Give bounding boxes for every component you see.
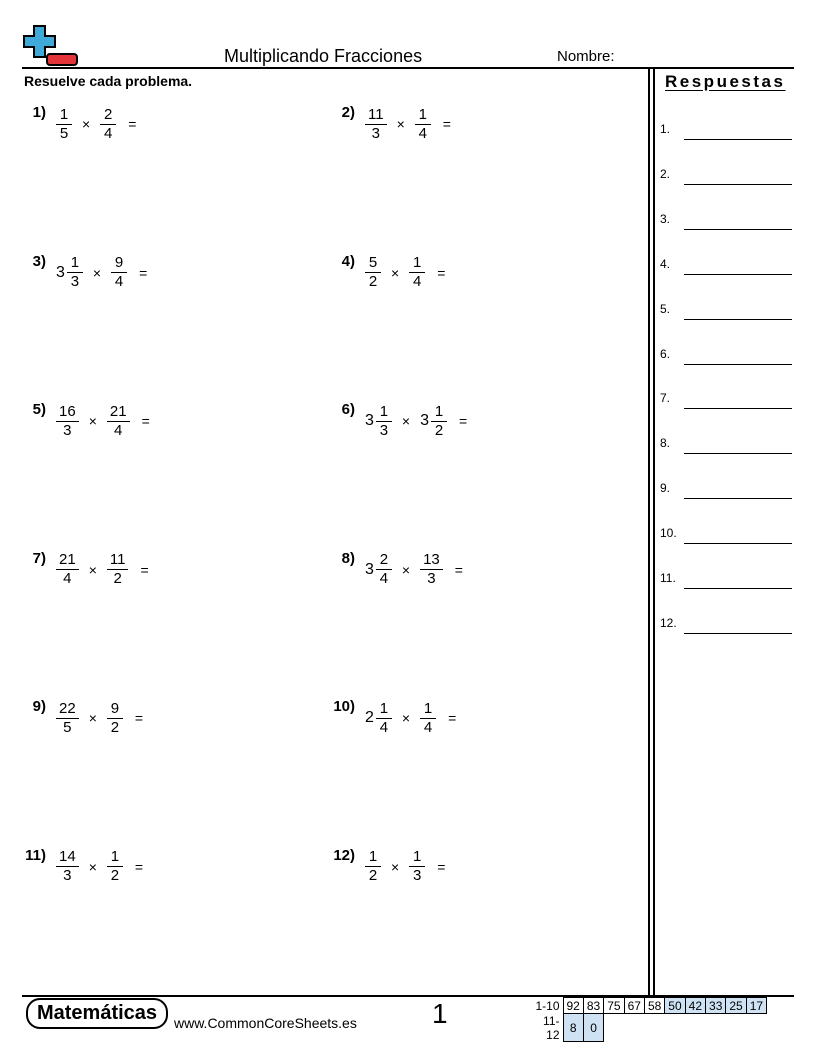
answer-number: 8.	[660, 436, 671, 451]
fraction	[56, 700, 79, 737]
problem	[22, 694, 143, 742]
fraction	[420, 700, 436, 737]
denominator: 4	[423, 718, 433, 736]
score-cell: 83	[583, 998, 603, 1014]
denominator: 3	[371, 124, 380, 142]
mixed-number	[365, 106, 387, 143]
answer-line[interactable]	[660, 434, 792, 454]
problem	[331, 843, 445, 891]
numerator: 1	[107, 848, 123, 867]
answer-number: 10.	[660, 526, 677, 541]
problem-number: 11)	[25, 846, 46, 864]
mixed-number	[100, 106, 116, 143]
answer-blank[interactable]	[684, 633, 792, 634]
score-cell: 0	[583, 1014, 603, 1042]
fraction	[107, 551, 129, 588]
mixed-number	[107, 848, 123, 885]
denominator: 3	[413, 867, 422, 884]
answer-number: 1.	[660, 122, 671, 136]
score-table	[529, 997, 767, 1042]
denominator: 4	[379, 718, 389, 736]
times-sign: ×	[82, 116, 91, 132]
answer-line[interactable]	[660, 120, 792, 140]
denominator: 2	[368, 867, 378, 884]
brand-badge: Matemáticas	[26, 998, 168, 1029]
numerator: 14	[56, 848, 79, 867]
fraction	[409, 254, 425, 291]
answer-number: 5.	[660, 301, 671, 316]
answer-line[interactable]	[660, 165, 792, 185]
whole-part: 3	[56, 263, 65, 281]
answer-blank[interactable]	[684, 274, 792, 275]
score-cell: 58	[644, 998, 664, 1014]
numerator: 1	[409, 848, 425, 867]
score-row	[529, 1014, 767, 1042]
numerator: 9	[111, 254, 127, 273]
numerator: 1	[431, 403, 447, 422]
times-sign: ×	[88, 710, 97, 726]
fraction	[107, 848, 123, 885]
denominator: 3	[379, 421, 389, 439]
name-label: Nombre:	[557, 48, 615, 65]
answer-number: 6.	[660, 346, 671, 361]
denominator: 5	[63, 718, 72, 736]
denominator: 2	[110, 718, 120, 736]
fraction	[365, 254, 381, 291]
problem-number: 3)	[32, 252, 46, 270]
times-sign: ×	[396, 116, 405, 132]
numerator: 1	[67, 254, 83, 273]
mixed-number	[365, 254, 381, 291]
fraction	[365, 848, 381, 885]
times-sign: ×	[92, 264, 102, 281]
score-cell: 67	[624, 998, 644, 1014]
answer-line[interactable]	[660, 255, 792, 275]
mixed-number	[409, 848, 425, 885]
equals-sign: =	[437, 858, 446, 875]
problem-number: 1)	[32, 104, 46, 121]
problem	[331, 249, 445, 297]
denominator: 4	[418, 124, 427, 142]
fraction	[376, 551, 392, 588]
score-cell: 42	[685, 998, 705, 1014]
fraction	[111, 254, 127, 291]
numerator: 11	[107, 551, 129, 570]
answers-title: Respuestas	[665, 72, 786, 91]
denominator: 4	[104, 124, 113, 142]
mixed-number	[56, 106, 72, 143]
denominator: 3	[70, 273, 80, 290]
mixed-number	[56, 551, 79, 588]
numerator: 21	[56, 551, 79, 570]
equals-sign: =	[437, 264, 446, 281]
mixed-number	[409, 254, 425, 291]
denominator: 4	[379, 570, 389, 587]
fraction	[100, 106, 116, 143]
numerator: 1	[56, 106, 72, 125]
fraction	[56, 106, 72, 143]
answer-blank[interactable]	[684, 364, 792, 365]
fraction	[409, 848, 425, 885]
problem-number: 10)	[333, 698, 355, 715]
numerator: 22	[56, 700, 79, 719]
mixed-number	[420, 551, 443, 588]
answer-line[interactable]	[660, 479, 792, 499]
times-sign: ×	[401, 413, 411, 429]
mixed-number	[107, 551, 129, 588]
problem	[22, 249, 147, 297]
answer-blank[interactable]	[684, 408, 792, 409]
numerator: 2	[100, 106, 116, 125]
numerator: 1	[415, 106, 431, 125]
problem-number: 5)	[32, 401, 46, 418]
score-cell: 25	[726, 998, 746, 1014]
denominator: 4	[63, 570, 72, 587]
denominator: 3	[63, 421, 72, 439]
fraction	[376, 700, 392, 737]
score-cell: 33	[706, 998, 726, 1014]
equals-sign: =	[139, 264, 148, 281]
answer-blank[interactable]	[684, 184, 792, 185]
numerator: 11	[365, 106, 387, 125]
times-sign: ×	[401, 561, 411, 578]
problem-number: 7)	[32, 549, 46, 567]
mixed-number	[56, 848, 79, 885]
mixed-number	[107, 403, 130, 440]
fraction	[67, 254, 83, 291]
mixed-number	[365, 700, 392, 737]
numerator: 1	[376, 700, 392, 719]
header-rule	[22, 67, 794, 69]
numerator: 1	[420, 700, 436, 719]
times-sign: ×	[391, 858, 400, 875]
times-sign: ×	[88, 413, 97, 429]
problem	[22, 843, 143, 891]
equals-sign: =	[134, 710, 144, 726]
mixed-number	[107, 700, 123, 737]
times-sign: ×	[391, 264, 400, 281]
mixed-number	[365, 848, 381, 885]
whole-part: 2	[365, 709, 374, 726]
plus-minus-logo-icon	[22, 24, 80, 68]
equals-sign: =	[459, 413, 468, 429]
site-url: www.CommonCoreSheets.es	[174, 1015, 357, 1031]
fraction	[107, 700, 123, 737]
answer-column-divider	[648, 68, 650, 996]
answer-column-divider-inner	[653, 68, 655, 996]
fraction	[365, 106, 387, 143]
numerator: 1	[376, 403, 392, 422]
score-cell: 17	[746, 998, 766, 1014]
numerator: 2	[376, 551, 392, 570]
answer-number: 2.	[660, 166, 671, 181]
whole-part: 3	[365, 560, 374, 578]
page-number: 1	[432, 998, 448, 1029]
equals-sign: =	[128, 116, 137, 132]
score-row	[529, 998, 767, 1014]
fraction	[56, 403, 79, 440]
mixed-number	[365, 403, 392, 440]
score-range-label: 11-12	[543, 1013, 560, 1042]
problem-number: 12)	[333, 846, 355, 864]
denominator: 2	[434, 421, 444, 439]
answer-blank[interactable]	[684, 319, 792, 320]
equals-sign: =	[134, 858, 144, 875]
problem-number: 8)	[341, 549, 355, 567]
score-range-label: 1-10	[535, 998, 560, 1013]
mixed-number	[420, 700, 436, 737]
whole-part: 3	[365, 412, 374, 429]
score-cell: 92	[563, 998, 583, 1014]
answer-blank[interactable]	[684, 498, 792, 499]
score-cell: 75	[604, 998, 624, 1014]
mixed-number	[420, 403, 447, 440]
denominator: 4	[114, 421, 123, 439]
mixed-number	[415, 106, 431, 143]
denominator: 4	[413, 273, 422, 290]
numerator: 9	[107, 700, 123, 719]
denominator: 5	[59, 124, 69, 142]
fraction	[376, 403, 392, 440]
answer-line[interactable]	[660, 300, 792, 320]
mixed-number	[365, 551, 392, 588]
fraction	[56, 848, 79, 885]
numerator: 5	[365, 254, 381, 273]
instructions: Resuelve cada problema.	[24, 73, 193, 89]
problem	[22, 397, 150, 445]
whole-part: 3	[420, 412, 429, 429]
answer-blank[interactable]	[684, 139, 792, 140]
worksheet-title: Multiplicando Fracciones	[224, 46, 423, 66]
problem	[22, 546, 149, 594]
answer-line[interactable]	[660, 210, 792, 230]
denominator: 2	[110, 867, 120, 884]
mixed-number	[56, 700, 79, 737]
fraction	[56, 551, 79, 588]
equals-sign: =	[141, 413, 150, 429]
numerator: 13	[420, 551, 443, 570]
answer-number: 7.	[660, 391, 671, 406]
fraction	[420, 551, 443, 588]
answer-number: 3.	[660, 211, 671, 226]
numerator: 16	[56, 403, 79, 422]
score-cell: 50	[665, 998, 685, 1014]
fraction	[431, 403, 447, 440]
times-sign: ×	[88, 561, 97, 578]
denominator: 3	[427, 570, 436, 587]
problem	[331, 694, 456, 742]
answer-line[interactable]	[660, 569, 792, 589]
denominator: 3	[63, 867, 72, 884]
answer-line[interactable]	[660, 524, 792, 544]
problem	[331, 100, 451, 148]
denominator: 4	[114, 273, 124, 290]
answer-number: 4.	[660, 256, 671, 271]
answer-blank[interactable]	[684, 453, 792, 454]
denominator: 2	[368, 273, 378, 290]
numerator: 21	[107, 403, 130, 422]
equals-sign: =	[448, 710, 457, 726]
equals-sign: =	[454, 561, 463, 578]
equals-sign: =	[140, 561, 149, 578]
answer-number: 9.	[660, 481, 671, 496]
fraction	[107, 403, 130, 440]
answer-blank[interactable]	[684, 543, 792, 544]
problem-number: 2)	[341, 104, 355, 121]
problem-number: 6)	[341, 401, 355, 418]
mixed-number	[56, 403, 79, 440]
answer-number: 12.	[660, 615, 677, 630]
denominator: 2	[113, 570, 122, 587]
score-cell: 8	[563, 1014, 583, 1042]
answer-line[interactable]	[660, 614, 792, 634]
problem	[331, 546, 463, 594]
answer-number: 11.	[660, 571, 676, 585]
answer-blank[interactable]	[684, 229, 792, 230]
problem	[331, 397, 467, 445]
problem	[22, 100, 136, 148]
fraction	[415, 106, 431, 143]
problem-number: 9)	[32, 698, 46, 715]
answer-line[interactable]	[660, 389, 792, 409]
times-sign: ×	[401, 710, 411, 726]
numerator: 1	[365, 848, 381, 867]
equals-sign: =	[442, 116, 451, 132]
mixed-number	[56, 254, 83, 291]
problem-number: 4)	[341, 252, 355, 270]
numerator: 1	[409, 254, 425, 273]
answer-line[interactable]	[660, 345, 792, 365]
answer-blank[interactable]	[684, 588, 792, 589]
mixed-number	[111, 254, 127, 291]
times-sign: ×	[88, 858, 97, 875]
